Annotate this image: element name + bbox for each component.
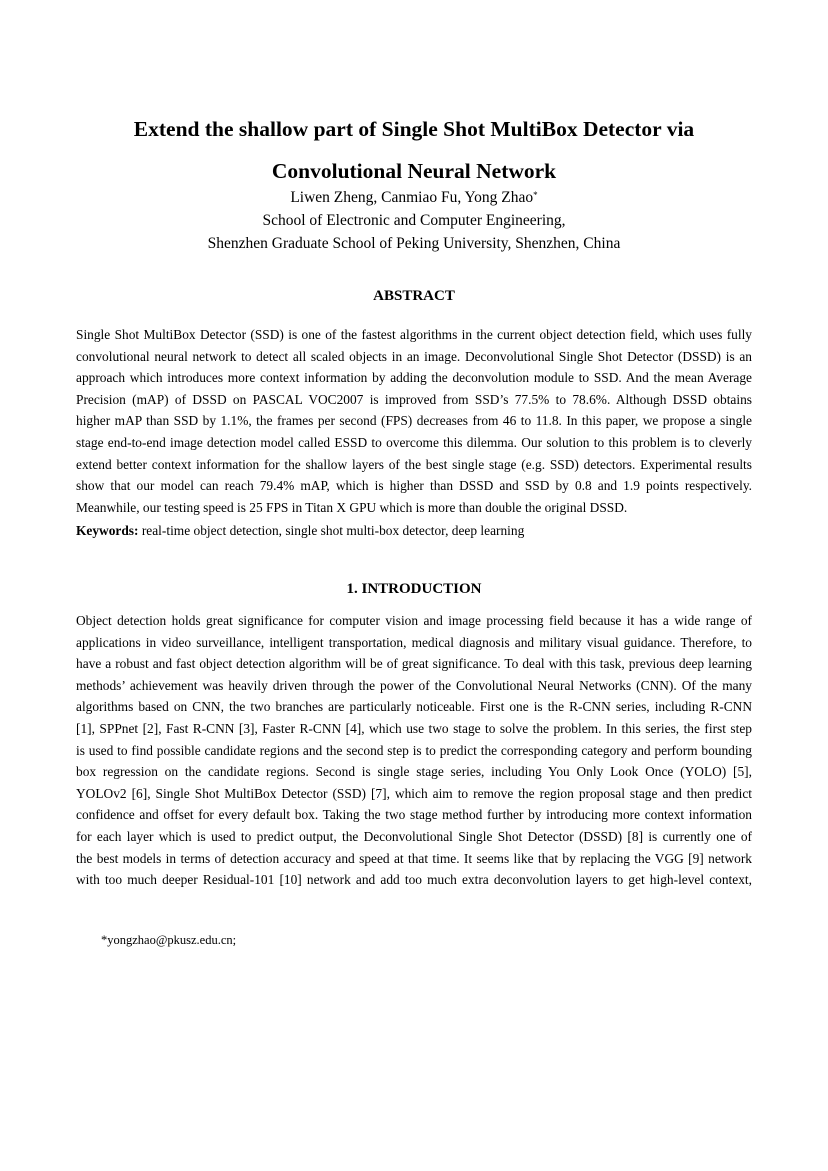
intro-line: confidence and offset for every default box. Taking the two stage method further by introducing more context information bbox=[76, 807, 752, 823]
affiliation-line-1: School of Electronic and Computer Engineering, bbox=[262, 212, 566, 229]
intro-line: is used to find possible candidate regions and the second step is to predict the corresponding category and perform bounding bbox=[76, 742, 752, 758]
author-block bbox=[60, 186, 768, 255]
abstract-line: Meanwhile, our testing speed is 25 FPS in Titan X GPU which is more than double the original DSSD. bbox=[76, 499, 628, 515]
intro-line: with too much deeper Residual-101 [10] network and add too much extra deconvolution layers to get high-level context, bbox=[76, 872, 752, 888]
abstract-line: stage end-to-end image detection model called ESSD to overcome this dilemma. Our solution to this problem is to cleverly bbox=[76, 434, 752, 450]
intro-line: [1], SPPnet [2], Fast R-CNN [3], Faster R-CNN [4], which use two stage to solve the problem. In this series, the first step bbox=[76, 720, 752, 736]
intro-line: applications in video surveillance, intelligent transportation, medical diagnosis and military visual guidance. Therefore, to bbox=[76, 634, 752, 650]
intro-line: YOLOv2 [6], Single Shot MultiBox Detector (SSD) [7], which aim to remove the region proposal stage and then predict bbox=[76, 785, 752, 801]
abstract-line: approach which introduces more context information by adding the deconvolution module to SSD. And the mean Average bbox=[76, 370, 752, 386]
corresponding-author-mark: * bbox=[533, 190, 538, 200]
affiliation-line-2: Shenzhen Graduate School of Peking University, Shenzhen, China bbox=[207, 235, 621, 252]
title-line-2: Convolutional Neural Network bbox=[271, 159, 557, 183]
abstract-line: Single Shot MultiBox Detector (SSD) is one of the fastest algorithms in the current object detection field, which uses fully bbox=[76, 327, 752, 342]
paper-title bbox=[60, 108, 768, 192]
abstract-body bbox=[76, 324, 752, 518]
intro-line: methods’ achievement was heavily driven through the power of the Convolutional Neural Networks (CNN). Of the many bbox=[76, 677, 752, 693]
abstract-line: extend better context information for the shallow layers of the best single stage (e.g. SSD) detectors. Experimental results bbox=[76, 456, 752, 472]
intro-line: box regression on the candidate regions. Second is single stage series, including You Only Look Once (YOLO) [5], bbox=[76, 764, 752, 780]
abstract-line: convolutional neural network to detect all scaled objects in an image. Deconvolutional Single Shot Detector (DSSD) is an bbox=[76, 348, 752, 364]
keywords-text: real-time object detection, single shot multi-box detector, deep learning bbox=[138, 523, 525, 538]
footnote-email: *yongzhao@pkusz.edu.cn; bbox=[101, 933, 237, 947]
intro-line: Object detection holds great significance for computer vision and image processing field because it has a wide range of bbox=[76, 613, 752, 628]
intro-line: for each layer which is used to predict output, the Deconvolutional Single Shot Detector (DSSD) [8] is currently one of bbox=[76, 828, 752, 844]
abstract-heading: ABSTRACT bbox=[373, 288, 455, 304]
introduction-heading: 1. INTRODUCTION bbox=[346, 581, 482, 597]
keywords-line bbox=[76, 520, 752, 542]
title-line-1: Extend the shallow part of Single Shot MultiBox Detector via bbox=[133, 117, 695, 141]
author-names-line bbox=[60, 186, 768, 209]
abstract-line: show that our model can reach 79.4% mAP, which is higher than DSSD and SSD by 0.8 and 1.9 points respectively. bbox=[76, 478, 752, 494]
introduction-body bbox=[76, 610, 752, 891]
intro-line: the best models in terms of detection accuracy and speed at that time. It seems like that by replacing the VGG [9] network bbox=[76, 850, 752, 866]
abstract-line: higher mAP than SSD by 1.1%, the frames per second (FPS) decreases from 46 to 11.8. In this paper, we propose a single bbox=[76, 413, 752, 429]
keywords-label: Keywords: bbox=[76, 523, 139, 538]
intro-line: algorithms based on CNN, the two branches are particularly noticeable. First one is the R-CNN series, including R-CNN bbox=[76, 699, 752, 715]
abstract-line: Precision (mAP) of DSSD on PASCAL VOC2007 is improved from SSD’s 77.5% to 78.6%. Although DSSD obtains bbox=[76, 391, 752, 407]
intro-line: have a robust and fast object detection algorithm will be of great significance. To deal with this task, previous deep learning bbox=[76, 656, 752, 672]
author-names: Liwen Zheng, Canmiao Fu, Yong Zhao bbox=[290, 189, 534, 206]
